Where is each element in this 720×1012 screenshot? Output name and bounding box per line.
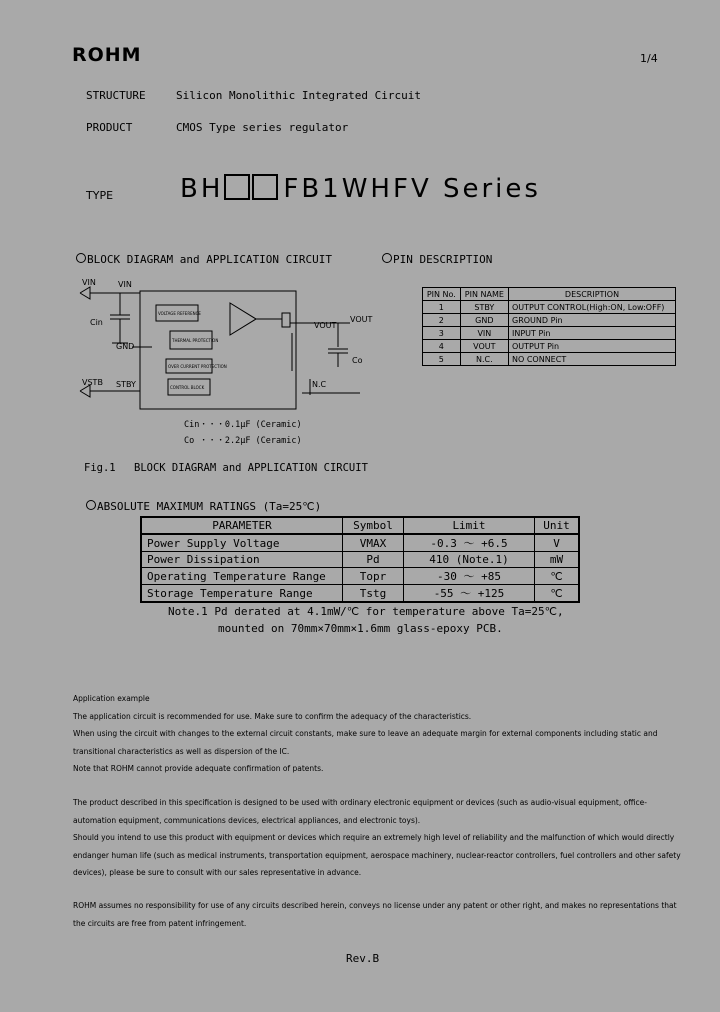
amr-unit: ℃ (535, 568, 580, 585)
amr-parameter: Operating Temperature Range (141, 568, 343, 585)
amr-table (140, 516, 580, 603)
structure-value: Silicon Monolithic Integrated Circuit (176, 89, 422, 102)
pin-name: N.C. (460, 353, 508, 366)
pin-header-desc: DESCRIPTION (509, 288, 676, 301)
type-suffix: FB1WHFV Series (283, 174, 541, 204)
pin-no: 2 (423, 314, 461, 327)
revision: Rev.B (346, 952, 380, 965)
amr-symbol: Tstg (343, 585, 404, 603)
vstb-label: VSTB (82, 378, 103, 387)
vin-label: VIN (82, 278, 96, 287)
disclaimer-paragraph: Should you intend to use this product with equipment or devices which require an extremely high level of reliability and the malfunction of which would directly endanger human life (such as medical instruments, transportation equipment, aerospace machinery, nuclear-reactor controllers, fuel controllers and other safety devices), please be sure to consult with our sales representative in advance. (73, 833, 681, 877)
amr-limit: 410 (Note.1) (404, 552, 535, 568)
pin-desc: NO CONNECT (509, 353, 676, 366)
amr-parameter: Storage Temperature Range (141, 585, 343, 603)
disclaimer-section-2 (73, 897, 683, 949)
vout-label: VOUT (314, 321, 337, 330)
table-row (141, 552, 579, 568)
application-line: When using the circuit with changes to the external circuit constants, make sure to leave an adequate margin for external components including static and (73, 729, 658, 738)
amr-header-parameter: PARAMETER (141, 517, 343, 534)
block-diagram (70, 275, 390, 415)
pin-section-heading (382, 253, 492, 266)
pin-table (422, 287, 676, 366)
rohm-logo: ROHM (72, 44, 142, 66)
table-row (423, 314, 676, 327)
pin-name: STBY (460, 301, 508, 314)
block-section-heading (76, 253, 332, 266)
application-line: The application circuit is recommended for use. Make sure to confirm the adequacy of the characteristics. (73, 711, 472, 721)
pin-no: 1 (423, 301, 461, 314)
cin-note: Cin・・・0.1μF (Ceramic) (184, 420, 302, 430)
pin-name: VOUT (460, 340, 508, 353)
amr-title: ABSOLUTE MAXIMUM RATINGS (Ta=25℃) (97, 500, 322, 513)
structure-label: STRUCTURE (86, 89, 146, 102)
co-label: Co (352, 356, 363, 365)
pin-no: 3 (423, 327, 461, 340)
amr-note-1: Note.1 Pd derated at 4.1mW/℃ for temperature above Ta=25℃, (168, 605, 564, 618)
disclaimer-paragraph: ROHM assumes no responsibility for use of any circuits described herein, conveys no license under any patent or other right, and makes no representations that the circuits are free from patent infringement. (73, 901, 677, 928)
pin-section-title: PIN DESCRIPTION (393, 253, 493, 266)
pin-name: GND (460, 314, 508, 327)
bullet-circle-icon (382, 253, 392, 263)
cin-label: Cin (90, 318, 103, 327)
amr-header-symbol: Symbol (343, 517, 404, 534)
co-note: Co ・・・2.2μF (Ceramic) (184, 436, 302, 446)
table-row (423, 327, 676, 340)
disclaimer-section (73, 794, 683, 882)
amr-unit: mW (535, 552, 580, 568)
block-overcurrent-protection: OVER CURRENT PROTECTION (168, 364, 227, 369)
placeholder-box-1 (224, 174, 250, 200)
pin-header-name: PIN NAME (460, 288, 508, 301)
table-row (141, 534, 579, 552)
product-label: PRODUCT (86, 121, 133, 134)
vout-ext-label: VOUT (350, 315, 373, 324)
table-row (141, 585, 579, 603)
pin-desc: OUTPUT CONTROL(High:ON, Low:OFF) (509, 301, 676, 314)
table-row (423, 353, 676, 366)
amr-note-2: mounted on 70mm×70mm×1.6mm glass-epoxy PCB. (218, 622, 503, 635)
amr-limit: -0.3 ～ +6.5 (404, 534, 535, 552)
block-control: CONTROL BLOCK (170, 385, 205, 390)
vin2-label: VIN (118, 280, 132, 289)
application-heading: Application example (73, 694, 150, 703)
fig-caption: BLOCK DIAGRAM and APPLICATION CIRCUIT (134, 462, 368, 474)
page-number: 1/4 (640, 52, 658, 65)
disclaimer-paragraph: The product described in this specification is designed to be used with ordinary electronic equipment or devices (such as audio-visual equipment, office-automation equipment, communications devices, electrical appliances, and electronic toys). (73, 798, 647, 825)
application-section (73, 690, 683, 778)
pin-header-no: PIN No. (423, 288, 461, 301)
application-line: transitional characteristics as well as dispersion of the IC. (73, 746, 290, 756)
pin-no: 4 (423, 340, 461, 353)
amr-header-limit: Limit (404, 517, 535, 534)
block-thermal-protection: THERMAL PROTECTION (172, 338, 219, 343)
table-row (141, 568, 579, 585)
fig-label: Fig.1 (84, 462, 116, 474)
pin-desc: INPUT Pin (509, 327, 676, 340)
amr-unit: V (535, 534, 580, 552)
type-label: TYPE (86, 189, 114, 202)
stby-label: STBY (116, 380, 136, 389)
amr-unit: ℃ (535, 585, 580, 603)
amr-symbol: Topr (343, 568, 404, 585)
amr-header-row (141, 517, 579, 534)
placeholder-box-2 (252, 174, 278, 200)
amr-parameter: Power Supply Voltage (141, 534, 343, 552)
type-title (180, 174, 541, 204)
type-prefix: BH (180, 174, 224, 204)
pin-desc: OUTPUT Pin (509, 340, 676, 353)
amr-limit: -30 ～ +85 (404, 568, 535, 585)
pin-table-header (423, 288, 676, 301)
application-line: Note that ROHM cannot provide adequate confirmation of patents. (73, 764, 324, 773)
product-value: CMOS Type series regulator (176, 121, 349, 134)
block-section-title: BLOCK DIAGRAM and APPLICATION CIRCUIT (87, 253, 333, 266)
pin-no: 5 (423, 353, 461, 366)
amr-parameter: Power Dissipation (141, 552, 343, 568)
amr-heading (86, 500, 321, 513)
table-row (423, 340, 676, 353)
bullet-circle-icon (86, 500, 96, 510)
amr-limit: -55 ～ +125 (404, 585, 535, 603)
pin-name: VIN (460, 327, 508, 340)
amr-header-unit: Unit (535, 517, 580, 534)
amr-symbol: VMAX (343, 534, 404, 552)
amr-symbol: Pd (343, 552, 404, 568)
nc-label: N.C (312, 380, 327, 389)
block-voltage-reference: VOLTAGE REFERENCE (158, 311, 201, 316)
bullet-circle-icon (76, 253, 86, 263)
pin-desc: GROUND Pin (509, 314, 676, 327)
table-row (423, 301, 676, 314)
gnd-label: GND (116, 342, 135, 351)
